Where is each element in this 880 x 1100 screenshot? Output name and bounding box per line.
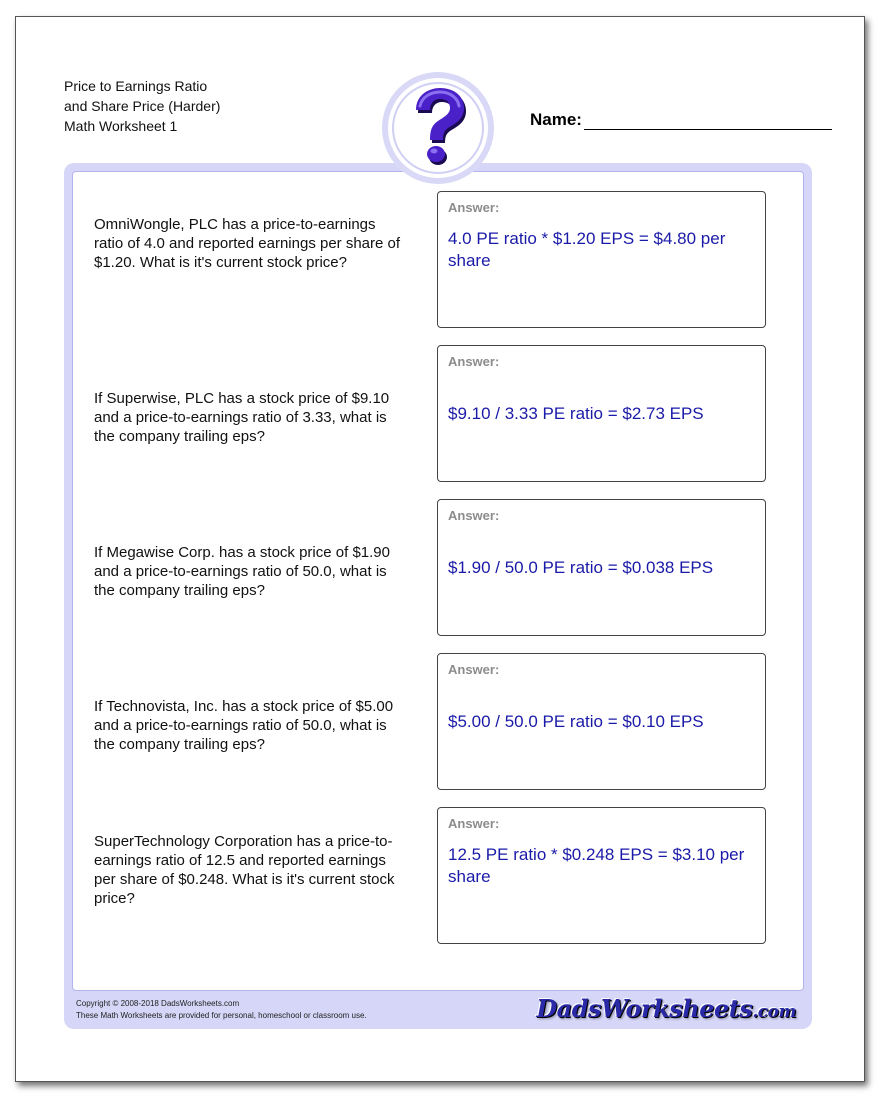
footer (64, 992, 812, 1029)
title-line-3: Math Worksheet 1 (64, 118, 178, 134)
answer-label: Answer: (448, 508, 500, 523)
answer-text-1: 4.0 PE ratio * $1.20 EPS = $4.80 per share (448, 229, 726, 270)
question-3: If Megawise Corp. has a stock price of $1.90 and a price-to-earnings ratio of 50.0, what is the company trailing eps? (94, 544, 390, 599)
question-mark-logo-icon (380, 70, 496, 186)
answer-box-5 (437, 807, 766, 944)
name-label: Name: (530, 110, 582, 129)
brand-suffix: .com (752, 1002, 796, 1022)
copyright-line-2: These Math Worksheets are provided for personal, homeschool or classroom use. (76, 1011, 367, 1020)
answer-label: Answer: (448, 200, 500, 215)
brand-main: DadsWorksheets (536, 994, 753, 1023)
title-line-2: and Share Price (Harder) (64, 98, 221, 114)
title-line-1: Price to Earnings Ratio (64, 78, 208, 94)
problems-frame (64, 163, 812, 1029)
name-field (530, 110, 832, 130)
question-1: OmniWongle, PLC has a price-to-earnings ratio of 4.0 and reported earnings per share of $1.20. What is it's current stock price? (94, 216, 401, 271)
question-5: SuperTechnology Corporation has a price-to-earnings ratio of 12.5 and reported earnings per share of $0.248. What is it's current stock price? (94, 833, 395, 907)
answer-text-3: $1.90 / 50.0 PE ratio = $0.038 EPS (448, 558, 714, 577)
answer-label: Answer: (448, 816, 500, 831)
answer-text-4: $5.00 / 50.0 PE ratio = $0.10 EPS (448, 712, 704, 731)
answer-box-3 (437, 499, 766, 636)
question-4: If Technovista, Inc. has a stock price of $5.00 and a price-to-earnings ratio of 50.0, what is the company trailing eps? (94, 698, 394, 753)
answer-text-5: 12.5 PE ratio * $0.248 EPS = $3.10 per share (448, 845, 745, 886)
question-2: If Superwise, PLC has a stock price of $9.10 and a price-to-earnings ratio of 3.33, what is the company trailing eps? (94, 390, 390, 445)
answer-box-2 (437, 345, 766, 482)
dadsworksheets-logo (536, 994, 796, 1023)
name-line[interactable] (584, 111, 832, 130)
answer-box-1 (437, 191, 766, 328)
answer-text-2: $9.10 / 3.33 PE ratio = $2.73 EPS (448, 404, 704, 423)
answer-label: Answer: (448, 662, 500, 677)
copyright-line-1: Copyright © 2008-2018 DadsWorksheets.com (76, 999, 240, 1008)
worksheet-title (64, 76, 220, 136)
copyright-notice (76, 998, 367, 1022)
answer-label: Answer: (448, 354, 500, 369)
problems-panel (72, 171, 804, 991)
answer-box-4 (437, 653, 766, 790)
